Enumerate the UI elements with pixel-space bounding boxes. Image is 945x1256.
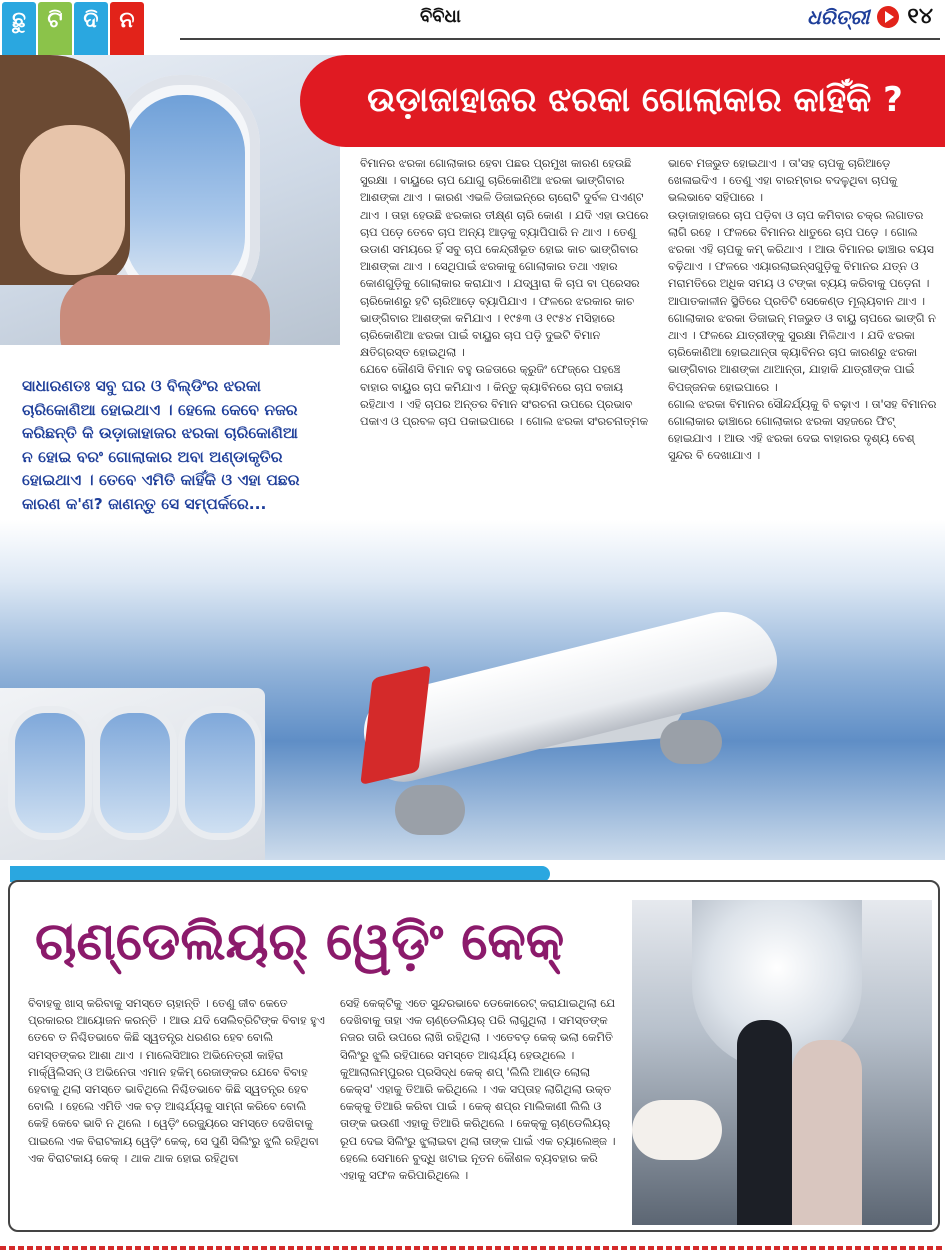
article-column-1 [28,995,328,1167]
paragraph: ବିମାନର ଝରକା ଗୋଲାକାର ହେବା ପଛର ପ୍ରମୁଖ କାରଣ ହେଉଛି ସୁରକ୍ଷା । ବାୟୁରେ ଚାପ ଯୋଗୁ ଚାରିକୋଣିଆ ଝରକା ଭାଙ୍ଗିବାର ଆଶଙ୍କା ଥାଏ । କାରଣ ଏଭଳି ଡିଜାଇନ୍‌ରେ ଚାରୋଟି ଦୁର୍ବଳ ପଏଣ୍ଟ ଥାଏ । ତାହା ହେଉଛି ଝରକାର ତୀକ୍ଷ୍ଣ ଚାରି କୋଣ । ଯଦି ଏହା ଉପରେ ଚାପ ପଡ଼େ ତେବେ ଚାପ ଅନ୍ୟ ଆଡ଼କୁ ବ୍ୟାପିପାରି ନ ଥାଏ । ତେଣୁ ଉଡାଣ ସମୟରେ ହିଁ ସବୁ ଚାପ କେନ୍ଦ୍ରୀଭୂତ ହୋଇ କାଚ ଭାଙ୍ଗିବାର ଆଶଙ୍କା ଥାଏ । ସେଥିପାଇଁ ଝରକାକୁ ଗୋଲାକାର ତଥା ଏହାର କୋଣଗୁଡ଼ିକୁ ଗୋଲାକାର କରାଯାଏ । ଯଦ୍ୱାରା କି ଚାପ ବା ପ୍ରେସର ଚାରିକୋଣରୁ ହଟି ଚାରିଆଡ଼େ ବ୍ୟାପିଯାଏ । ଫଳରେ ଝରକାର କାଚ ଭାଙ୍ଗିବାର ଆଶଙ୍କା କମିଯାଏ । ୧୯୫୩ ଓ ୧୯୫୪ ମସିହାରେ ଚାରିକୋଣିଆ ଝରକା ପାଇଁ ବାୟୁର ଚାପ ପଡ଼ି ଦୁଇଟି ବିମାନ କ୍ଷତିଗ୍ରସ୍ତ ହୋଇଥିଲା । [360,157,649,360]
article-headline: ଉଡ଼ାଜାହାଜର ଝରକା ଗୋଲାକାର କାହିଁକି ? [367,80,903,120]
paragraph: ସେହି କେକ୍‌ଟିକୁ ଏତେ ସୁନ୍ଦରଭାବେ ଡେକୋରେଟ୍ କରାଯାଇଥିଲା ଯେ ଦେଖିବାକୁ ତାହା ଏକ ଚାଣ୍ଡେଲିୟର୍ ପରି ଲାଗୁଥିଲା । ସମସ୍ତଙ୍କ ନଜର ତାରି ଉପରେ ଲାଖି ରହିଥିଲା । ଏତେବଡ଼ କେକ୍ ଭଲା କେମିତି ସିଲିଂରୁ ଝୁଲି ରହିପାରେ ସମସ୍ତେ ଆଶ୍ଚର୍ଯ୍ୟ ହେଉଥିଲେ । କୁଆଲାଲମ୍ପୁରର ପ୍ରସିଦ୍ଧ କେକ୍ ଶପ୍ 'ଲିଲି ଆଣ୍ଡ ଲୋଲା କେକ୍‌ସ' ଏହାକୁ ତିଆରି କରିଥିଲେ । ଏକ ସପ୍ତାହ ଲାଗିଥିଲା ଉକ୍ତ କେକ୍‌କୁ ତିଆରି କରିବା ପାଇଁ । କେକ୍ ଶପ୍‌ର ମାଲିକାଣୀ ଲିଲି ଓ ତାଙ୍କ ଭଉଣୀ ଏହାକୁ ତିଆରି କରିଥିଲେ । କେକ୍‌କୁ ଚାଣ୍ଡେଲିୟର୍ ରୂପ ଦେଇ ସିଲିଂରୁ ଝୁଲାଇବା ଥିଲା ତାଙ୍କ ପାଇଁ ଏକ ଚ୍ୟାଲେଞ୍ଜ । ହେଲେ ସେମାନେ ବୁଦ୍ଧି ଖଟାଇ ନୂତନ କୌଶଳ ବ୍ୟବହାର କରି ଏହାକୁ ସଫଳ କରିପାରିଥିଲେ । [340,997,616,1183]
article-column-2 [668,155,938,465]
logo-tile: ନ [110,2,144,62]
airplane-photo [0,520,945,860]
logo-tile: ଦି [74,2,108,62]
logo-tile: ଟି [38,2,72,62]
plane-windows-inset-photo [0,688,265,860]
logo-tile: ଛୁ [2,2,36,62]
article-column-2 [340,995,620,1184]
header-divider [180,38,940,40]
play-icon [877,6,899,28]
page-number: ୧୪ [907,4,933,29]
paragraph: ଆପାତକାଳୀନ ସ୍ଥିତିରେ ପ୍ରତିଟି ସେକେଣ୍ଡ ମୂଲ୍ୟବାନ ଥାଏ । ଗୋଲାକାର ଝରକା ଡିଜାଇନ୍ ମଜଭୁତ ଓ ବାୟୁ ଚାପରେ ଭାଙ୍ଗି ନ ଥାଏ । ଫଳରେ ଯାତ୍ରୀଙ୍କୁ ସୁରକ୍ଷା ମିଳିଥାଏ । ଯଦି ଝରକା ଚାରିକୋଣିଆ ହୋଇଥାନ୍ତା କ୍ୟାବିନର ଚାପ କାରଣରୁ ଝରକା ଭାଙ୍ଗିବାର ଆଶଙ୍କା ଥାଆନ୍ତା, ଯାହାକି ଯାତ୍ରୀଙ୍କ ପାଇଁ ବିପଜ୍ଜନକ ହୋଇପାରେ । [668,294,936,394]
brand-block [807,4,933,29]
section-name: ବିବିଧା [420,6,461,27]
woman-at-window-photo [0,55,340,345]
footer-rule [0,1246,945,1250]
brand-logo: ଧରିତ୍ରୀ [806,4,870,29]
paragraph: ଉଡ଼ାଜାହାଜରେ ଚାପ ପଡ଼ିବା ଓ ଚାପ କମିବାର ଚକ୍ର ଲଗାତର ଲାଗି ରହେ । ଫଳରେ ବିମାନର ଧାତୁରେ ଚାପ ପଡ଼େ । ଗୋଲ ଝରକା ଏହି ଚାପକୁ କମ୍ କରିଥାଏ । ଆଉ ବିମାନର ଢାଞ୍ଚାର ବୟସ ବଢ଼ିଥାଏ । ଫଳରେ ଏୟାରଲାଇନ୍ସଗୁଡ଼ିକୁ ବିମାନର ଯତ୍ନ ଓ ମରାମତିରେ ଅଧିକ ସମୟ ଓ ଟଙ୍କା ବ୍ୟୟ କରିବାକୁ ପଡ଼େନା । [668,208,934,291]
article-headline: ଚାଣ୍ଡେଲିୟର୍ ୱେଡ଼ିଂ କେକ୍ [35,912,565,972]
article-column-1 [360,155,650,430]
paragraph: ଗୋଲ ଝରକା ବିମାନର ସୌନ୍ଦର୍ଯ୍ୟକୁ ବି ବଢ଼ାଏ । ତା'ସହ ବିମାନର ଗୋଲାକାର ଢାଞ୍ଚାରେ ଗୋଲାକାର ଝରକା ସହଜରେ ଫିଟ୍ ହୋଇଯାଏ । ଆଉ ଏହି ଝରକା ଦେଇ ବାହାରର ଦୃଶ୍ୟ ବେଶ୍ ସୁନ୍ଦର ବି ଦେଖାଯାଏ । [668,397,937,463]
article-intro: ସାଧାରଣତଃ ସବୁ ଘର ଓ ବିଲ୍ଡିଂର ଝରକା ଚାରିକୋଣିଆ ହୋଇଥାଏ । ହେଲେ କେବେ ନଜର କରିଛନ୍ତି କି ଉଡ଼ାଜାହାଜର ଝରକା ଚାରିକୋଣିଆ ନ ହୋଇ ବରଂ ଗୋଲାକାର ଅବା ଅଣ୍ଡାକୃତିର ହୋଇଥାଏ । ତେବେ ଏମିତି କାହିଁକି ଓ ଏହା ପଛର କାରଣ କ'ଣ? ଜାଣନ୍ତୁ ସେ ସମ୍ପର୍କରେ... [22,377,300,513]
page-header [0,0,945,58]
paragraph: ଭାବେ ମଜଭୁତ ହୋଇଥାଏ । ତା'ସହ ଚାପକୁ ଚାରିଆଡ଼େ ଖେଳାଇଦିଏ । ତେଣୁ ଏହା ବାରମ୍ବାର ବଦଳୁଥିବା ଚାପକୁ ଭଲଭାବେ ସହିପାରେ । [668,157,898,205]
wedding-couple-photo [632,900,932,1225]
section-logo [2,2,144,62]
paragraph: ଯେବେ କୌଣସି ବିମାନ ବହୁ ଉଚ୍ଚତାରେ କ୍ରୁଜିଂ ଫେଜ୍‌ରେ ପହଞ୍ଚେ ବାହାର ବାୟୁର ଚାପ କମିଯାଏ । କିନ୍ତୁ କ୍ୟାବିନରେ ଚାପ ବଜାୟ ରହିଥାଏ । ଏହି ଚାପର ଅନ୍ତର ବିମାନ ସଂରଚନା ଉପରେ ପ୍ରଭାବ ପକାଏ ଓ ପ୍ରବଳ ଚାପ ପକାଇପାରେ । ଗୋଲ ଝରକା ସଂରଚନାତ୍ମକ [360,363,648,429]
paragraph: ବିବାହକୁ ଖାସ୍ କରିବାକୁ ସମସ୍ତେ ଚାହାନ୍ତି । ତେଣୁ ଜୀବ କେତେ ପ୍ରକାରର ଆୟୋଜନ କରନ୍ତି । ଆଉ ଯଦି ସେଲିବ୍ରିଟିଙ୍କ ବିବାହ ହୁଏ ତେବେ ତ ନିଶ୍ଚିତଭାବେ କିଛି ସ୍ୱତନ୍ତ୍ର ଧରଣର ହେବ ବୋଲି ସମସ୍ତଙ୍କର ଆଶା ଥାଏ । ମାଲେସିଆର ଅଭିନେତ୍ରୀ କାହିରା ମାର୍କ୍ୱିଲିସନ୍ ଓ ଅଭିନେତା ଏମାନ ହକିମ୍ ରେଜାଙ୍କର ଯେବେ ବିବାହ ହେବାକୁ ଥିଲା ସମସ୍ତେ ଭାବିଥିଲେ ନିଶ୍ଚିତଭାବେ କିଛି ସ୍ୱତନ୍ତ୍ର ହେବ ବୋଲି । ହେଲେ ଏମିତି ଏକ ବଡ଼ ଆଶ୍ଚର୍ଯ୍ୟକୁ ସାମ୍ନା କରିବେ ବୋଲି କେହି କେବେ ଭାବି ନ ଥିଲେ । ୱେଡ଼ିଂ ରେଜୁ୍ୟରେ ସମସ୍ତେ ଦେଖିବାକୁ ପାଇଲେ ଏକ ବିରାଟକାୟ ୱେଡ଼ିଂ କେକ୍, ସେ ପୁଣି ସିଲିଂରୁ ଝୁଲି ରହିଥିବା ଏକ ବିରାଟକାୟ କେକ୍ । ଥାକ ଥାକ ହୋଇ ରହିଥିବା [28,997,325,1165]
